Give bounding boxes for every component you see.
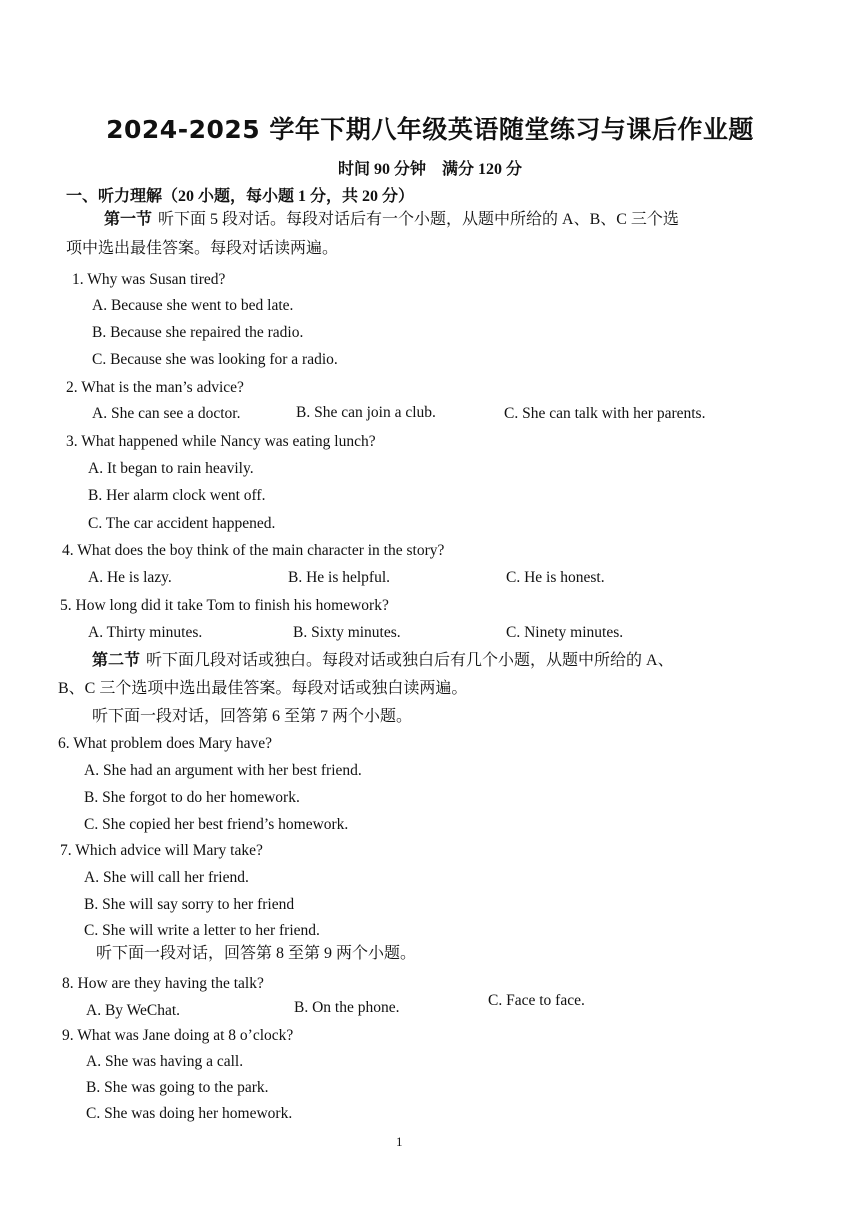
option-3b: B. Her alarm clock went off. <box>88 487 266 504</box>
part1-instruction-line1: 第一节 听下面 5 段对话。每段对话后有一个小题，从题中所给的 A、B、C 三个选 <box>104 211 679 228</box>
option-3c: C. The car accident happened. <box>88 515 276 532</box>
option-6a: A. She had an argument with her best friend. <box>84 762 362 779</box>
option-6c: C. She copied her best friend’s homework. <box>84 816 349 833</box>
option-5b: B. Sixty minutes. <box>293 624 401 641</box>
question-4: 4. What does the boy think of the main character in the story? <box>62 542 445 559</box>
page-number: 1 <box>396 1134 403 1149</box>
option-9b: B. She was going to the park. <box>86 1079 269 1096</box>
option-6b: B. She forgot to do her homework. <box>84 789 300 806</box>
part2-instruction-line1: 第二节 听下面几段对话或独白。每段对话或独白后有几个小题，从题中所给的 A、 <box>92 652 674 669</box>
question-5: 5. How long did it take Tom to finish his homework? <box>60 597 389 614</box>
option-5a: A. Thirty minutes. <box>88 624 203 641</box>
option-4b: B. He is helpful. <box>288 569 391 586</box>
time-limit: 时间 90 分钟 <box>337 161 426 178</box>
option-3a: A. It began to rain heavily. <box>88 460 254 477</box>
option-7c: C. She will write a letter to her friend. <box>84 922 320 939</box>
question-6: 6. What problem does Mary have? <box>58 735 273 752</box>
option-8a: A. By WeChat. <box>86 1002 181 1019</box>
option-1c: C. Because she was looking for a radio. <box>92 351 338 368</box>
option-2a: A. She can see a doctor. <box>92 405 241 422</box>
part2-instruction-line2: B、C 三个选项中选出最佳答案。每段对话或独白读两遍。 <box>58 680 468 697</box>
question-9: 9. What was Jane doing at 8 o’clock? <box>62 1027 294 1044</box>
part1-instruction-line2: 项中选出最佳答案。每段对话读两遍。 <box>66 240 339 257</box>
option-1a: A. Because she went to bed late. <box>92 297 294 314</box>
option-2c: C. She can talk with her parents. <box>504 405 706 422</box>
full-score: 满分 120 分 <box>442 161 523 178</box>
part2-label: 第二节 <box>92 652 141 669</box>
question-1: 1. Why was Susan tired? <box>72 271 226 288</box>
option-8b: B. On the phone. <box>294 999 400 1016</box>
section-heading: 一、听力理解（20 小题，每小题 1 分，共 20 分） <box>66 188 415 205</box>
option-9a: A. She was having a call. <box>86 1053 244 1070</box>
instruction-q6-q7: 听下面一段对话，回答第 6 至第 7 两个小题。 <box>92 708 413 725</box>
question-8: 8. How are they having the talk? <box>62 975 264 992</box>
option-8c: C. Face to face. <box>488 992 585 1009</box>
option-5c: C. Ninety minutes. <box>506 624 624 641</box>
option-1b: B. Because she repaired the radio. <box>92 324 304 341</box>
option-9c: C. She was doing her homework. <box>86 1105 293 1122</box>
option-7a: A. She will call her friend. <box>84 869 249 886</box>
instruction-q8-q9: 听下面一段对话，回答第 8 至第 9 两个小题。 <box>96 945 417 962</box>
question-3: 3. What happened while Nancy was eating lunch? <box>66 433 376 450</box>
option-4a: A. He is lazy. <box>88 569 172 586</box>
question-2: 2. What is the man’s advice? <box>66 379 244 396</box>
option-7b: B. She will say sorry to her friend <box>84 896 295 913</box>
page-title: 2024-2025 学年下期八年级英语随堂练习与课后作业题 <box>106 115 754 144</box>
option-2b: B. She can join a club. <box>296 404 436 421</box>
part1-label: 第一节 <box>104 211 153 228</box>
exam-info <box>0 156 860 179</box>
option-4c: C. He is honest. <box>506 569 605 586</box>
question-7: 7. Which advice will Mary take? <box>60 842 263 859</box>
